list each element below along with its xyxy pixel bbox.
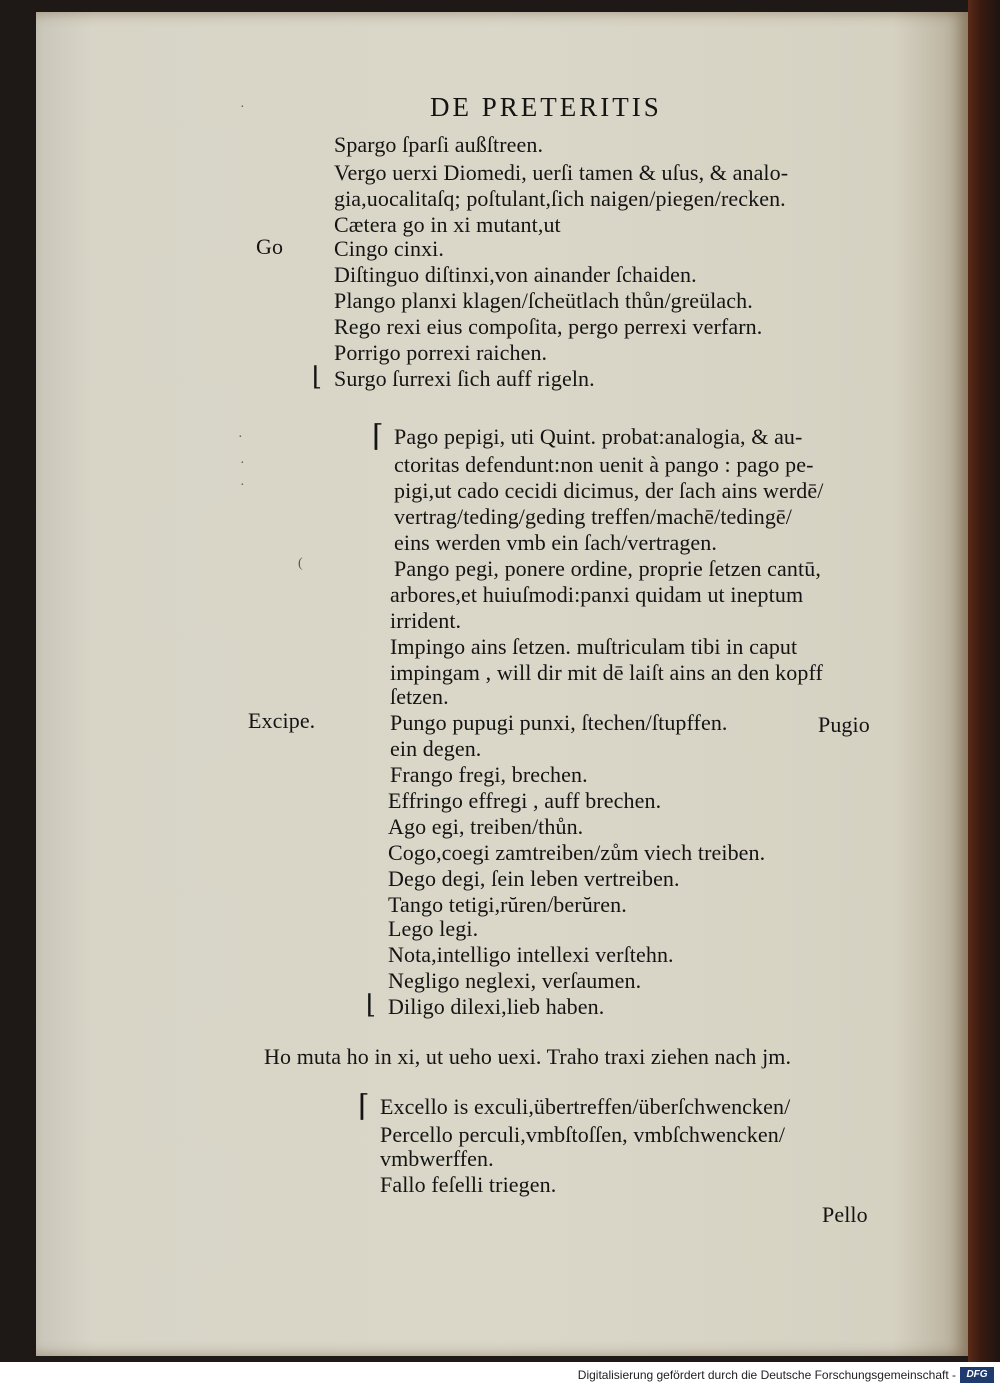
text-line: Surgo ſurrexi ſich auff rigeln. [334,366,595,391]
text-line: Ho muta ho in xi, ut ueho uexi. Traho traxi ziehen nach jm. [264,1044,792,1069]
margin-mark: · [240,456,245,471]
text-line: Vergo uerxi Diomedi, uerſi tamen & uſus, & analo- [334,160,789,185]
text-line: Dego degi, ſein leben vertreiben. [388,866,680,891]
text-line: Diſtinguo diſtinxi,von ainander ſchaiden. [334,262,697,287]
margin-mark: · [238,430,243,445]
brace-mark: ⌊ [366,990,377,1019]
text-line: Frango fregi, brechen. [390,762,588,787]
footer-credit: Digitalisierung gefördert durch die Deutsche Forschungsgemeinschaft - [577,1368,956,1382]
text-line: Excello is exculi,übertreffen/überſchwencken/ [380,1094,791,1119]
brace-mark: ⌈ [358,1090,370,1123]
text-line: Cingo cinxi. [334,236,444,261]
margin-note-go: Go [256,234,284,259]
dfg-logo-icon[interactable]: DFG [960,1367,994,1383]
brace-mark: ⌈ [372,420,384,453]
text-line: Nota,intelligo intellexi verſtehn. [388,942,674,967]
brace-mark: ⌊ [312,362,323,391]
text-line: impingam , will dir mit dē laiſt ains an den kopff [390,660,823,685]
text-line: Pugio [818,712,870,737]
text-line: Diligo dilexi,lieb haben. [388,994,605,1019]
text-line: Cætera go in xi mutant,ut [334,212,561,237]
text-line: Pago pepigi, uti Quint. probat:analogia, & au- [394,424,803,449]
text-line: Negligo neglexi, verſaumen. [388,968,642,993]
text-line: Lego legi. [388,916,479,941]
text-line: Rego rexi eius compoſita, pergo perrexi verfarn. [334,314,763,339]
text-line: Pango pegi, ponere ordine, proprie ſetzen cantū, [394,556,821,581]
text-line: Ago egi, treiben/thůn. [388,814,584,839]
text-line: ein degen. [390,736,482,761]
text-line: eins werden vmb ein ſach/vertragen. [394,530,717,555]
margin-mark: ( [298,556,303,571]
text-line: irrident. [390,608,462,633]
text-line: Pungo pupugi punxi, ſtechen/ſtupffen. [390,710,728,735]
text-line: Tango tetigi,rŭren/berŭren. [388,892,627,917]
text-line: Porrigo porrexi raichen. [334,340,548,365]
text-line: vmbwerffen. [380,1146,494,1171]
text-line: Impingo ains ſetzen. muſtriculam tibi in caput [390,634,798,659]
text-line: ctoritas defendunt:non uenit à pango : pago pe- [394,452,814,477]
text-line: vertrag/teding/geding treffen/machē/tedingē/ [394,504,793,529]
text-line: Cogo,coegi zamtreiben/zům viech treiben. [388,840,766,865]
text-line: Percello perculi,vmbſtoſſen, vmbſchwencken/ [380,1122,786,1147]
margin-note-excipe: Excipe. [248,708,316,733]
catchword: Pello [822,1202,868,1227]
book-spine [968,0,1000,1362]
text-line: Spargo ſparſi außſtreen. [334,132,544,157]
text-line: ſetzen. [390,684,449,709]
margin-mark: · [240,100,245,115]
text-line: Plango planxi klagen/ſcheütlach thůn/greülach. [334,288,753,313]
footer-bar [0,1362,1000,1389]
text-line: Fallo feſelli triegen. [380,1172,557,1197]
text-line: arbores,et huiuſmodi:panxi quidam ut ineptum [390,582,804,607]
margin-mark: · [240,478,245,493]
running-header: DE PRETERITIS [430,92,662,122]
text-line: gia,uocalitaſq; poſtulant,ſich naigen/piegen/recken. [334,186,786,211]
text-line: Effringo effregi , auff brechen. [388,788,662,813]
text-line: pigi,ut cado cecidi dicimus, der ſach ains werdē/ [394,478,824,503]
